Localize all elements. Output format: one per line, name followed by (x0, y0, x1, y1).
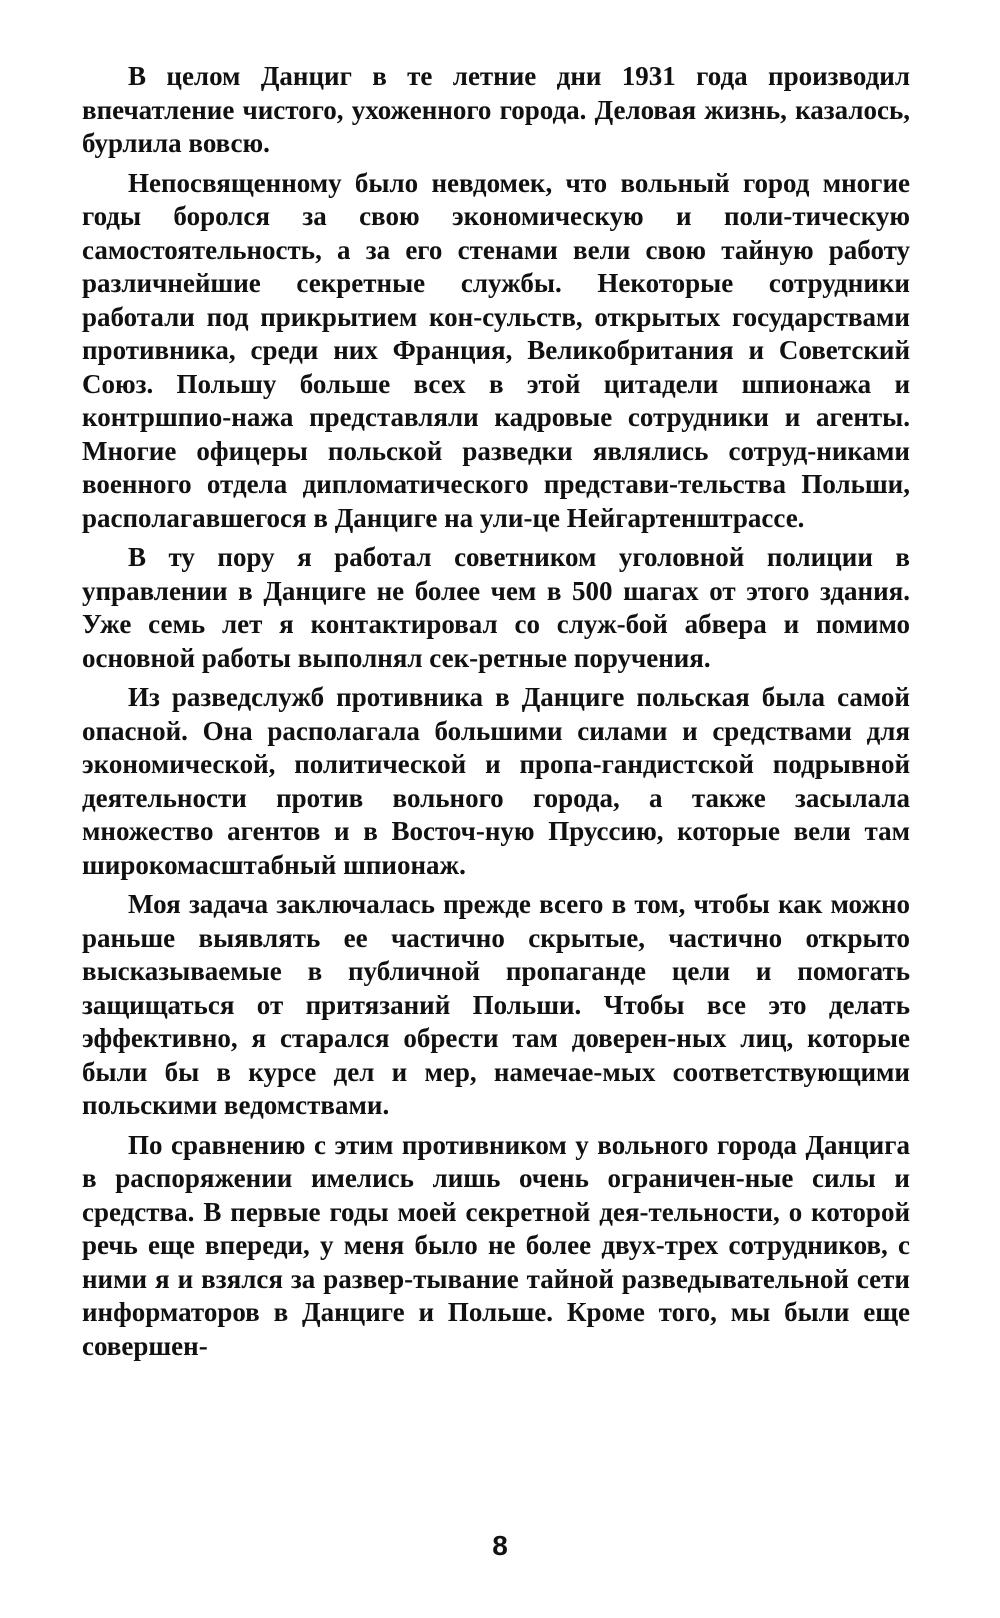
paragraph-4: Из разведслужб противника в Данциге польская была самой опасной. Она располагала большими силами и средствами для экономической, политической и пропа-гандистской подрывной деятельности против вольного города, а также засылала множество агентов и в Восточ-ную Пруссию, которые вели там широкомасштабный шпионаж. (82, 682, 910, 880)
paragraph-2: Непосвященному было невдомек, что вольный город многие годы боролся за свою экономическую и поли-тическую самостоятельность, а за его стенами вели свою тайную работу различнейшие секретные службы. Некоторые сотрудники работали под прикрытием кон-сульств, открытых государствами противника, среди них Франция, Великобритания и Советский Союз. Польшу больше всех в этой цитадели шпионажа и контршпио-нажа представляли кадровые сотрудники и агенты. Многие офицеры польской разведки являлись сотруд-никами военного отдела дипломатического представи-тельства Польши, располагавшегося в Данциге на ули-це Нейгартенштрассе. (82, 167, 910, 533)
paragraph-5: Моя задача заключалась прежде всего в том, чтобы как можно раньше выявлять ее частично скрытые, частично открыто высказываемые в публичной пропаганде цели и помогать защищаться от притязаний Польши. Чтобы все это делать эффективно, я старался обрести там доверен-ных лиц, которые были бы в курсе дел и мер, намечае-мых соответствующими польскими ведомствами. (82, 889, 910, 1120)
page-body (82, 60, 910, 1369)
paragraph-3: В ту пору я работал советником уголовной полиции в управлении в Данциге не более чем в 500 шагах от этого здания. Уже семь лет я контактировал со служ-бой абвера и помимо основной работы выполнял сек-ретные поручения. (82, 542, 910, 673)
paragraph-6: По сравнению с этим противником у вольного города Данцига в распоряжении имелись лишь очень ограничен-ные силы и средства. В первые годы моей секретной дея-тельности, о которой речь еще впереди, у меня было не более двух-трех сотрудников, с ними я и взялся за развер-тывание тайной разведывательной сети информаторов в Данциге и Польше. Кроме того, мы были еще совершен- (82, 1129, 910, 1361)
paragraph-1: В целом Данциг в те летние дни 1931 года производил впечатление чистого, ухоженного города. Деловая жизнь, казалось, бурлила вовсю. (82, 61, 910, 158)
page-number: 8 (492, 1530, 508, 1561)
